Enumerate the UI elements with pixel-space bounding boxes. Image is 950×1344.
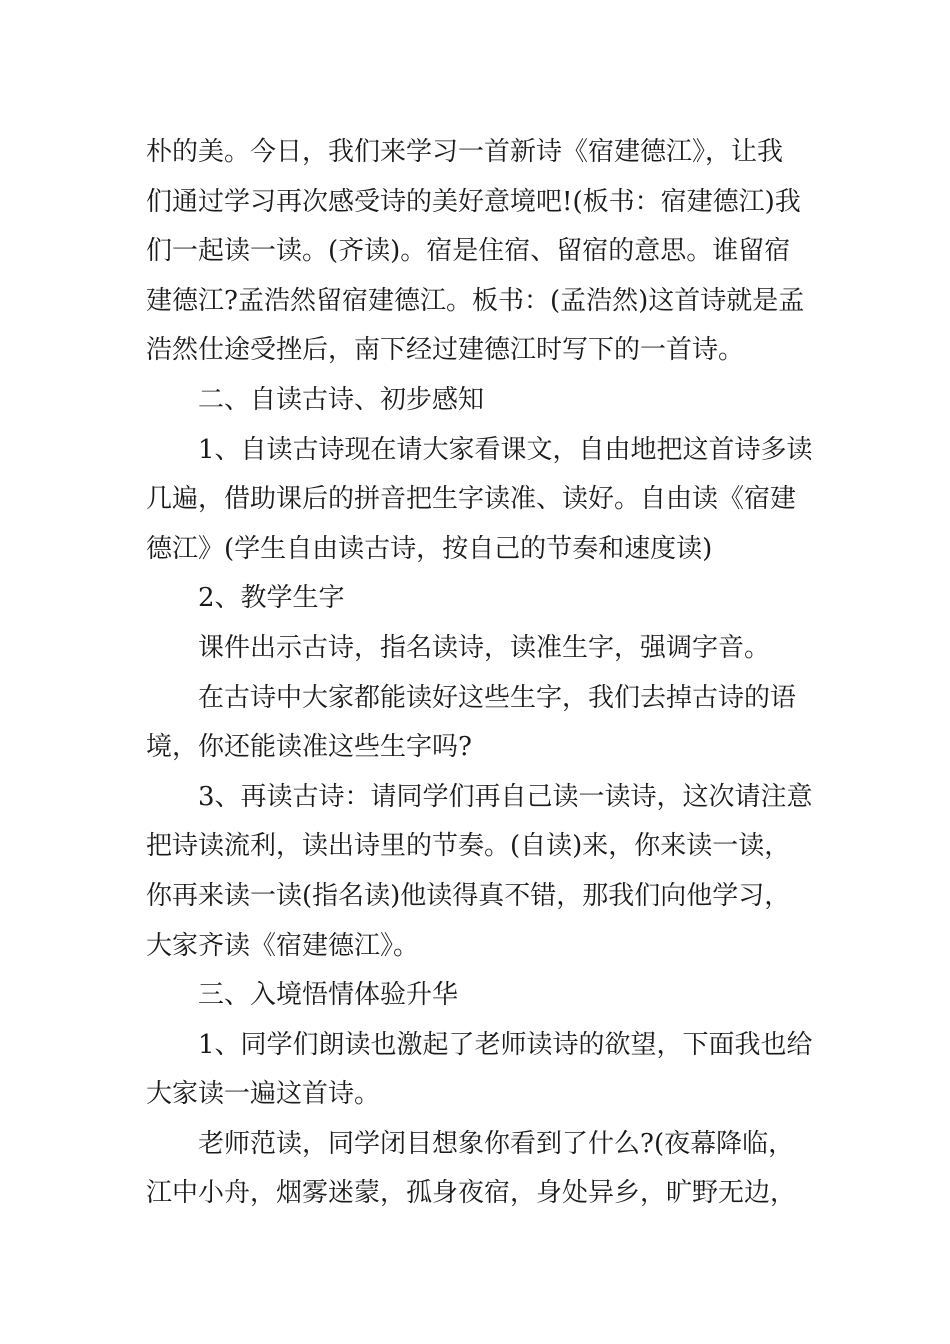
text-line: 境，你还能读准这些生字吗? (146, 732, 472, 763)
text-line: 1、同学们朗读也激起了老师读诗的欲望，下面我也给 (198, 1029, 813, 1060)
text-line: 大家读一遍这首诗。 (146, 1079, 381, 1110)
section-heading: 三、入境悟情体验升华 (198, 980, 459, 1011)
text-line: 你再来读一读(指名读)他读得真不错，那我们向他学习， (146, 880, 791, 911)
text-line: 们通过学习再次感受诗的美好意境吧!(板书：宿建德江)我 (146, 186, 801, 217)
section-heading: 二、自读古诗、初步感知 (198, 384, 485, 415)
text-line: 1、自读古诗现在请大家看课文，自由地把这首诗多读 (198, 434, 813, 465)
text-line: 课件出示古诗，指名读诗，读准生字，强调字音。 (198, 632, 771, 663)
text-line: 几遍，借助课后的拼音把生字读准、读好。自由读《宿建 (146, 484, 797, 515)
text-line: 把诗读流利，读出诗里的节奏。(自读)来，你来读一读， (146, 831, 791, 862)
text-line: 们一起读一读。(齐读)。宿是住宿、留宿的意思。谁留宿 (146, 236, 791, 267)
subsection-heading: 2、教学生字 (198, 583, 345, 614)
text-line: 建德江?孟浩然留宿建德江。板书：(孟浩然)这首诗就是孟 (146, 285, 805, 316)
text-line: 3、再读古诗：请同学们再自己读一读诗，这次请注意 (198, 781, 813, 812)
text-line: 江中小舟，烟雾迷蒙，孤身夜宿，身处异乡，旷野无边， (146, 1178, 797, 1209)
text-line: 在古诗中大家都能读好这些生字，我们去掉古诗的语 (198, 682, 797, 713)
text-line: 朴的美。今日，我们来学习一首新诗《宿建德江》，让我 (146, 137, 784, 167)
text-line: 浩然仕途受挫后，南下经过建德江时写下的一首诗。 (146, 335, 745, 366)
text-line: 老师范读，同学闭目想象你看到了什么?(夜幕降临， (198, 1128, 795, 1159)
document-body (146, 128, 813, 1219)
text-line: 大家齐读《宿建德江》。 (146, 930, 420, 961)
text-line: 德江》(学生自由读古诗，按自己的节奏和速度读) (146, 533, 713, 564)
